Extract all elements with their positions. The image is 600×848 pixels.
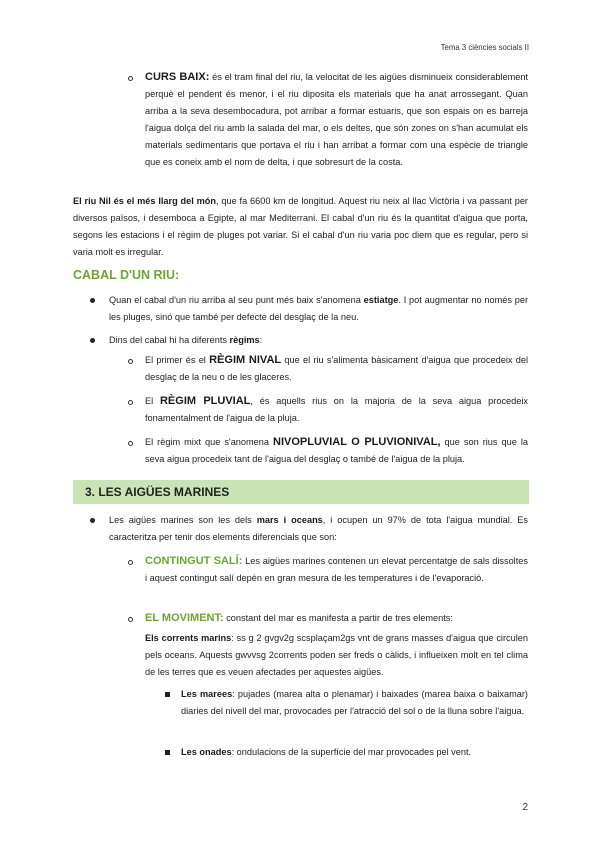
onades-item	[0, 744, 600, 761]
nil-paragraph	[0, 193, 600, 261]
marees-body: : pujades (marea alta o plenamar) i baixades (marea baixa o baixamar) diaries del nivell del mar, provocades per l'atracció del sol o de la lluna sobre l'aigua.	[181, 689, 528, 716]
cabal-b2-text-b: :	[259, 335, 263, 345]
contingut-sali-body: Les aigües marines contenen un elevat percentatge de sals dissoltes i aquest contingut salí depèn en gran mesura de les temperatures i de l'evaporació.	[145, 556, 528, 583]
mixt-text-b: que son rius que la seva aigua procedeix tant de l'aigua del desglaç o també de l'aigua de la pluja.	[145, 437, 529, 464]
cabal-b1-text-b: . I pot augmentar no només per les pluges, sinó que també per defecte del desglaç de la neu.	[109, 295, 528, 322]
regim-mixt-item	[0, 434, 600, 468]
corrents-paragraph	[0, 630, 600, 681]
cabal-b2-text-a: Dins del cabal hi ha diferents	[109, 335, 230, 345]
regim-nival-item	[0, 352, 600, 386]
marines-bullet	[0, 512, 600, 546]
contingut-sali-item	[0, 553, 600, 587]
cabal-heading: CABAL D'UN RIU:	[73, 268, 180, 282]
cabal-b1-bold: estiatge	[363, 295, 399, 305]
pluvial-text-a: El	[145, 396, 160, 406]
square-bullet-icon	[165, 692, 170, 697]
moviment-body: constant del mar es manifesta a partir de tres elements:	[223, 613, 453, 623]
hollow-bullet-icon	[128, 441, 133, 446]
moviment-item	[0, 610, 600, 627]
moviment-term: EL MOVIMENT:	[145, 612, 224, 624]
curs-baix-term: CURS BAIX:	[145, 71, 210, 83]
hollow-bullet-icon	[128, 560, 133, 565]
marines-text-a: Les aigües marines son les dels	[109, 515, 257, 525]
hollow-bullet-icon	[128, 76, 133, 81]
mixt-term: NIVOPLUVIAL O PLUVIONIVAL,	[273, 436, 441, 448]
pluvial-term: RÈGIM PLUVIAL	[159, 395, 251, 407]
square-bullet-icon	[165, 750, 170, 755]
contingut-sali-term: CONTINGUT SALÍ:	[145, 555, 243, 567]
mixt-text-a: El règim mixt que s'anomena	[145, 437, 274, 447]
regim-pluvial-item	[0, 393, 600, 427]
hollow-bullet-icon	[128, 400, 133, 405]
marees-bold: Les marees	[181, 689, 233, 699]
bullet-dot-icon	[90, 338, 95, 343]
nival-text-a: El primer és el	[145, 355, 210, 365]
corrents-bold: Els corrents marins	[145, 633, 232, 643]
nival-term: RÈGIM NIVAL	[209, 354, 282, 366]
nival-text-b: que el riu s'alimenta bàsicament d'aigua que procedeix del desglaç de la neu o de les glaceres.	[145, 355, 528, 382]
curs-baix-body: és el tram final del riu, la velocitat de les aigües disminueix considerablement perquè el pendent és menor, i el riu diposita els materials que ha anat arrossegant. Quan arriba a la seva desembocadura, pot arribar a formar estuaris, que son espais on es barreja l'aigua dolça del riu amb la salada del mar, o els deltes, que són zones on s'han acumulat els materials sedimentaris que portava el riu i han arribat a formar com una espècie de triangle que es coneix amb el nom de delta, i que sobresurt de la costa.	[145, 72, 529, 167]
curs-baix-text	[145, 69, 528, 171]
cabal-bullet-2	[0, 332, 600, 349]
corrents-body: : ss g 2 gvgv2g scsplaçam2gs vnt de grans masses d'aigua que circulen pels oceans. Aquests gwvvsg 2corrents poden ser freds o càlids, i influeixen molt en tel clima de les terres que es veuen afectades per aquestes aigües.	[145, 633, 528, 677]
onades-bold: Les onades	[181, 747, 232, 757]
bullet-dot-icon	[90, 518, 95, 523]
marees-item	[0, 686, 600, 720]
curs-baix-item	[0, 69, 600, 171]
onades-body: : ondulacions de la superfície del mar provocades pel vent.	[231, 747, 472, 757]
section-3-title: 3. LES AIGÜES MARINES	[85, 485, 230, 499]
marines-text-b: , i ocupen un 97% de tota l'aigua mundial. Es caracteritza per tenir dos elements diferencials que son:	[109, 515, 528, 542]
hollow-bullet-icon	[128, 359, 133, 364]
cabal-b2-bold: règims	[229, 335, 260, 345]
cabal-bullet-1	[0, 292, 600, 326]
bullet-dot-icon	[90, 298, 95, 303]
marines-bold: mars i oceans	[256, 515, 323, 525]
cabal-b1-text-a: Quan el cabal d'un riu arriba al seu punt més baix s'anomena	[109, 295, 364, 305]
section-3-bar	[73, 480, 529, 504]
hollow-bullet-icon	[128, 617, 133, 622]
page-number: 2	[522, 802, 528, 813]
nil-body: , que fa 6600 km de longitud. Aquest riu neix al llac Victòria i va passant per diversos països, i desemboca a Egipte, al mar Mediterrani. El cabal d'un riu és la quantitat d'aigua que porta, segons les estacions i el règim de pluges pot variar. Si el cabal d'un riu varia poc diem que es regular, pero si varia molt es irregular.	[73, 196, 528, 257]
pluvial-text-b: , és aquells rius on la majoria de la seva aigua procedeix fonamentalment de l'aigua de la pluja.	[145, 396, 528, 423]
page-header: Tema 3 ciències socials II	[440, 43, 529, 52]
nil-bold: El riu Nil és el més llarg del món	[73, 196, 217, 206]
